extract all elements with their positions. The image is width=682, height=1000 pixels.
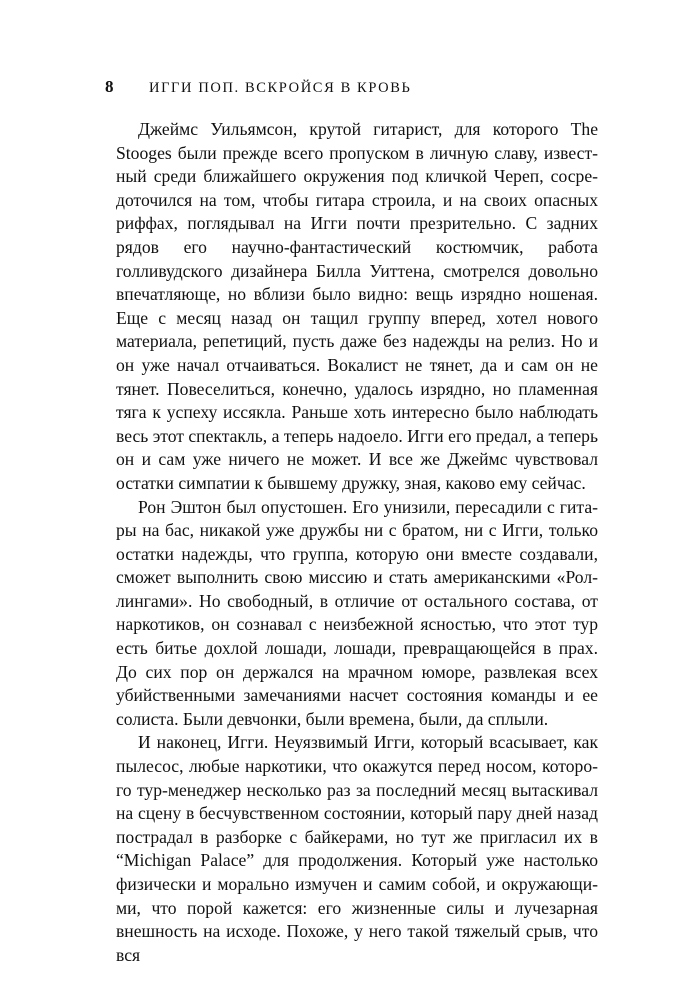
body-text — [116, 118, 598, 967]
running-title: ИГГИ ПОП. ВСКРОЙСЯ В КРОВЬ — [149, 80, 412, 96]
paragraph: И наконец, Игги. Неуязвимый Игги, который всасывает, как пылесос, любые наркотики, что окажутся перед носом, которого тур-менеджер несколько раз за последний месяц вытаскивал на сцену в бесчувственном состоянии, который пару дней назад пострадал в разборке с байкерами, но тут же пригласил их в “Michigan Palace” для продолжения. Который уже настолько физически и морально измучен и самим собой, и окружающими, что порой кажется: его жизненные силы и лучезарная внешность на исходе. Похоже, у него такой тяжелый срыв, что вся — [116, 732, 598, 965]
page-number: 8 — [105, 77, 114, 96]
paragraph: Рон Эштон был опустошен. Его унизили, пересадили с гитары на бас, никакой уже дружбы ни с братом, ни с Игги, только остатки надежды, что группа, которую они вместе создавали, сможет выполнить свою миссию и стать американскими «Роллингами». Но свободный, в отличие от остального состава, от наркотиков, он сознавал с неизбежной ясностью, что этот тур есть битье дохлой лошади, лошади, превращающейся в прах. До сих пор он держался на мрачном юморе, развлекая всех убийственными замечаниями насчет состояния команды и ее солиста. Были девчонки, были времена, были, да сплыли. — [116, 496, 598, 729]
paragraph: Джеймс Уильямсон, крутой гитарист, для которого The Stooges были прежде всего пропуском в личную славу, известный среди ближайшего окружения под кличкой Череп, сосредоточился на том, чтобы гитара строила, и на своих опасных риффах, поглядывал на Игги почти презрительно. С задних рядов его научно-фантастический костюмчик, работа голливудского дизайнера Билла Уиттена, смотрелся довольно впечатляюще, но вблизи было видно: вещь изрядно ношеная. Еще с месяц назад он тащил группу вперед, хотел нового материала, репетиций, пусть даже без надежды на релиз. Но и он уже начал отчаиваться. Вокалист не тянет, да и сам он не тянет. Повеселиться, конечно, удалось изрядно, но пламенная тяга к успеху иссякла. Раньше хоть интересно было наблюдать весь этот спектакль, а теперь надоело. Игги его предал, а теперь он и сам уже ничего не может. И все же Джеймс чувствовал остатки симпатии к бывшему дружку, зная, каково ему сейчас. — [116, 119, 598, 493]
running-header — [105, 77, 411, 99]
